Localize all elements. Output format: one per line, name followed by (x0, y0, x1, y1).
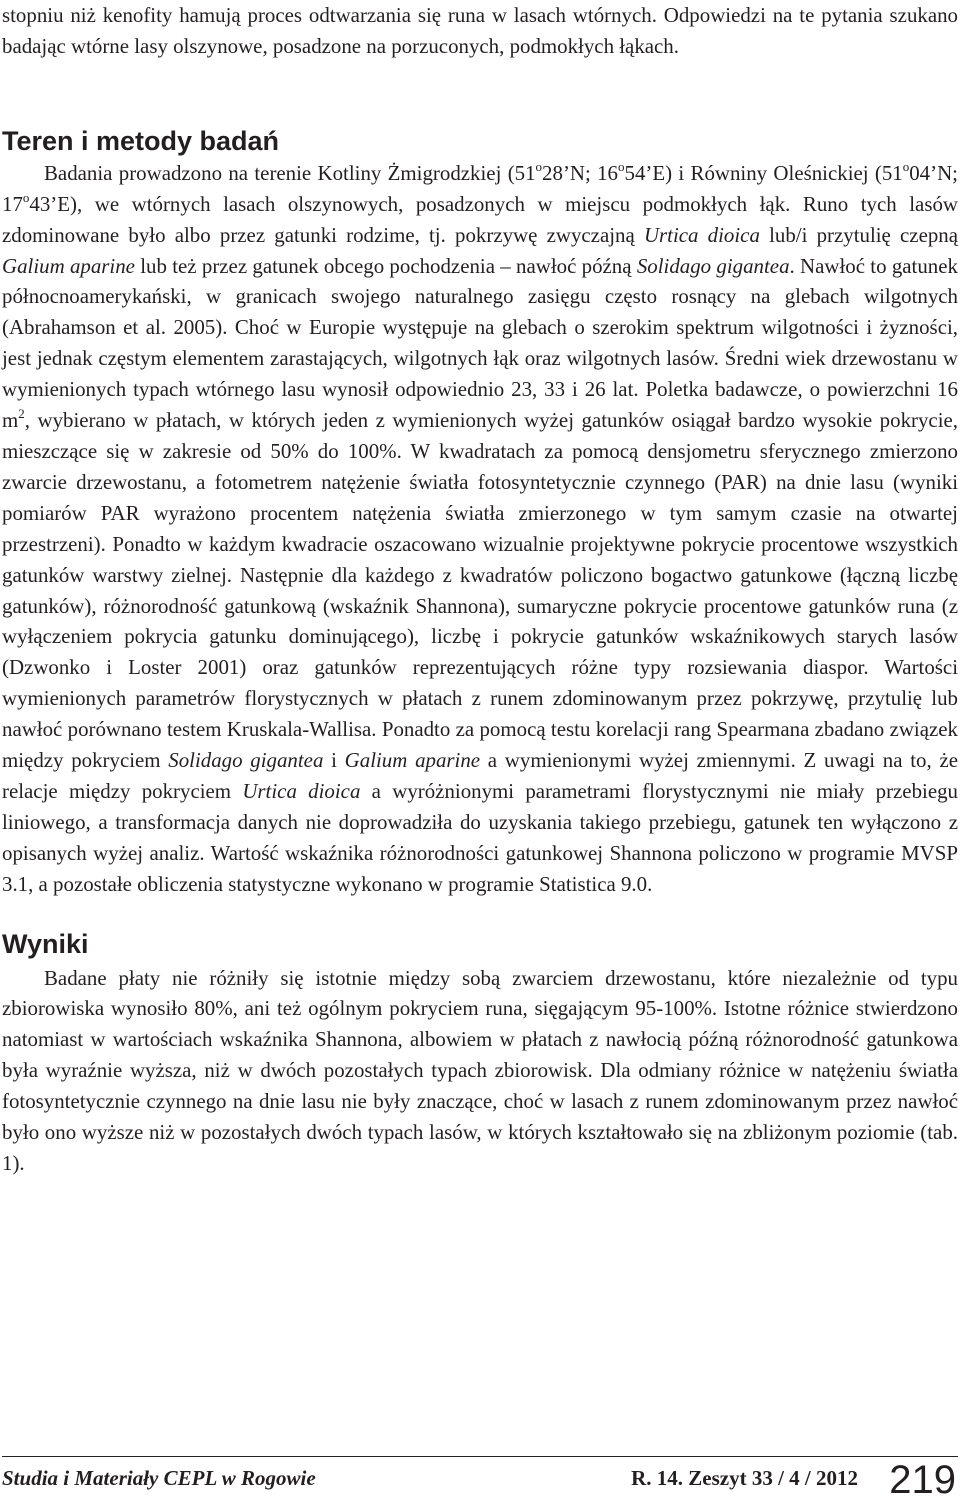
methods-text: , wybierano w płatach, w których jeden z wymienionych wyżej gatunków osiągał bardzo wysokie pokrycie, mieszczące się w zakresie od 50% do 100%. W kwadratach za pomocą densjometru sferycznego zmierzono zwarcie drzewostanu, a fotometrem natężenie światła fotosyntetycznie czynnego (PAR) na dnie lasu (wyniki pomiarów PAR wyrażono procentem natężenia światła zmierzonego w tym samym czasie na otwartej przestrzeni). Ponadto w każdym kwadracie oszacowano wizualnie projektywne pokrycie procentowe wszystkich gatunków warstwy zielnej. Następnie dla każdego z kwadratów policzono bogactwo gatunkowe (łączną liczbę gatunków), różnorodność gatunkową (wskaźnik Shannona), sumaryczne pokrycie procentowe gatunków runa (z wyłączeniem pokrycia gatunku dominującego), liczbę i pokrycie gatunków wskaźnikowych starych lasów (Dzwonko i Loster 2001) oraz gatunków reprezentujących różne typy rozsiewania diaspor. Wartości wymienionych parametrów florystycznych w płatach z runem zdominowanym przez pokrzywę, przytulię lub nawłoć porównano testem Kruskala-Wallisa. Ponadto za pomocą testu korelacji rang Spearmana zbadano związek między pokryciem (2, 408, 958, 773)
species-name: Galium aparine (2, 253, 135, 278)
square-mark: 2 (18, 406, 25, 422)
methods-text: 54’E) i Równiny Oleśnickiej (51 (624, 160, 903, 185)
species-name: Solidago gigantea (636, 253, 790, 278)
methods-text: a wyróżnionymi parametrami florystycznymi nie miały przebiegu liniowego, a transformacja danych nie doprowadziła do uzyskania takiego przebiegu, gatunek ten wyłączono z opisanych wyżej analiz. Wartość wskaźnika różnorodności gatunkowej Shannona policzono w programie MVSP 3.1, a pozostałe obliczenia statystyczne wykonano w programie Statistica 9.0. (2, 778, 958, 896)
methods-text: lub/i przytulię czepną (759, 222, 959, 247)
results-paragraph: Badane płaty nie różniły się istotnie między sobą zwarciem drzewostanu, które niezależnie od typu zbiorowiska wynosiło 80%, ani też ogólnym pokryciem runa, sięgającym 95-100%. Istotne różnice stwierdzono natomiast w wartościach wskaźnika Shannona, albowiem w płatach z nawłocią późną różnorodność gatunkowa była wyraźnie wyższa, niż w dwóch pozostałych typach zbiorowisk. Dla odmiany różnice w natężeniu światła fotosyntetycznie czynnego na dnie lasu nie były znaczące, choć w lasach z runem zdominowanym przez nawłoć było ono wyższe niż w pozostałych dwóch typach lasów, w których kształtowało się na zbliżonym poziomie (tab. 1). (2, 965, 958, 1175)
page-number: 219 (889, 1458, 956, 1502)
methods-text: 04’N; 17 (2, 160, 958, 216)
degree-mark: o (535, 158, 543, 174)
journal-title: Studia i Materiały CEPL w Rogowie (2, 1466, 316, 1490)
results-heading: Wyniki (2, 928, 89, 959)
degree-mark: o (22, 189, 30, 205)
degree-mark: o (618, 158, 625, 174)
intro-paragraph: stopniu niż kenofity hamują proces odtwarzania się runa w lasach wtórnych. Odpowiedzi na te pytania szukano badając wtórne lasy olszynowe, posadzone na porzuconych, podmokłych łąkach. (2, 3, 958, 58)
methods-paragraph (2, 158, 958, 900)
methods-text: a wymienionymi wyżej zmiennymi. Z uwagi na to, że relacje między pokryciem (2, 748, 958, 803)
footer-divider (2, 1456, 958, 1457)
methods-text: i (323, 748, 345, 773)
methods-text: 43’E), we wtórnych lasach olszynowych, posadzonych w miejscu podmokłych łąk. Runo tych lasów zdominowane było albo przez gatunki rodzime, tj. pokrzywę zwyczajną (2, 191, 958, 247)
species-name: Urtica dioica (643, 222, 760, 247)
methods-text: Badania prowadzono na terenie Kotliny Żmigrodzkiej (51 (44, 160, 536, 185)
page-footer (2, 1458, 958, 1506)
degree-mark: o (902, 158, 910, 174)
methods-text: . Nawłoć to gatunek północnoamerykański, w granicach swojego naturalnego zasięgu często rosnący na glebach wilgotnych (Abrahamson et al. 2005). Choć w Europie występuje na glebach o szerokim spektrum wilgotności i żyzności, jest jednak częstym elementem zarastających, wilgotnych łąk oraz wilgotnych lasów. Średni wiek drzewostanu w wymienionych typach wtórnego lasu wynosił odpowiednio 23, 33 i 26 lat. Poletka badawcze, o powierzchni 16 m (2, 253, 958, 433)
page-content (2, 0, 958, 1179)
species-name: Urtica dioica (242, 778, 361, 803)
species-name: Galium aparine (344, 748, 481, 773)
species-name: Solidago gigantea (168, 748, 324, 773)
methods-text: lub też przez gatunek obcego pochodzenia – nawłoć późną (134, 253, 637, 278)
methods-text: 28’N; 16 (542, 160, 618, 185)
methods-heading: Teren i metody badań (2, 125, 280, 156)
issue-info: R. 14. Zeszyt 33 / 4 / 2012 (631, 1466, 858, 1490)
